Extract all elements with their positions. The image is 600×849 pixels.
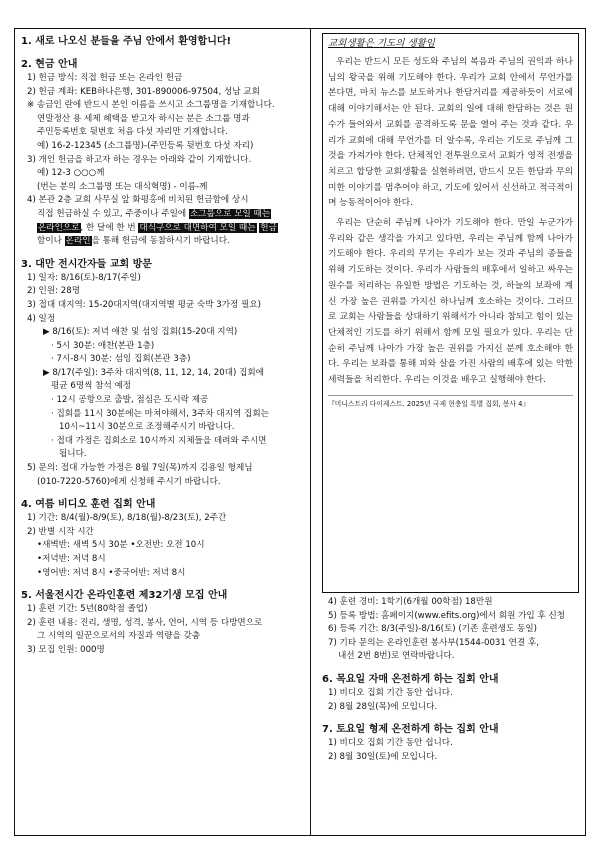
devotional-box [322, 33, 579, 593]
list-item: ▶ 8/16(토): 저녁 애찬 및 섬잉 집회(15-20대 지역) [43, 327, 238, 338]
list-item: 3) 접대 대지역: 15-20대지역(대지역별 평균 숙박 3가정 필요) [27, 299, 262, 310]
devotional-title: 교회생활은 기도의 생활임 [328, 38, 435, 49]
list-item: 됩니다. [59, 449, 87, 460]
list-item: 2) 8월 30일(토)에 모입니다. [328, 751, 438, 762]
section-taiwan-visit [21, 258, 304, 490]
list-item: · 5시 30분: 애찬(본관 1층) [51, 340, 155, 351]
section-title: 6. 목요일 자매 온전하게 하는 집회 안내 [322, 673, 499, 685]
section-online-training [21, 589, 304, 657]
devotional-paragraph: 우리는 단순히 주님께 나아가 기도해야 한다. 만일 누군가가 우리와 같은 생각을 가지고 있다면, 우리는 주님께 함께 나아가 기도해야 한다. 우리의 무기는 우리가 보는 것과 주님의 종들을 위해 기도하는 것이다. 우리가 사람들의 배후에서 일하고 싸우는 원수를 처리하는 유일한 방법은 기도하는 것, 하늘의 보좌에 계신 가장 높은 권위를 가지신 하나님께 호소하는 것이다. 그러므로 교회는 사람들을 상대하기 위해서가 아니라 참되고 힘이 있는 단체적인 기도를 하기 위해서 함께 모일 필요가 있다. 우리는 단순히 주님께 나아가 가장 높은 권위를 가지신 분께 호소해야 한다. 우리는 보좌를 통해 피와 살을 가진 사람의 배후에 있는 악한 세력들을 처리한다. 우리는 이것을 배우고 실행해야 한다. [328, 218, 573, 386]
list-item: 2) 헌금 계좌: KEB하나은행, 301-890006-97504, 성남 교회 [27, 86, 260, 97]
list-item: •영어반: 저녁 8시 •중국어반: 저녁 8시 [37, 567, 186, 578]
highlight-text: 온라인 [65, 236, 91, 247]
list-item: 2) 반별 시작 시간 [27, 526, 94, 537]
list-item: 2) 인원: 28명 [27, 286, 81, 297]
section-title: 2. 현금 안내 [21, 59, 78, 70]
list-item: · 7시-8시 30분: 섬잉 집회(본관 3층) [51, 354, 191, 365]
list-item: · 12시 공항으로 출발, 점심은 도시락 제공 [51, 395, 209, 406]
highlight-text: 대식구으로 대면하여 모일 때는 [139, 222, 256, 233]
list-item: 내선 2번 8번)로 연락바랍니다. [338, 651, 455, 662]
list-item: 1) 비디오 집회 기간 동안 쉽니다. [328, 687, 453, 698]
list-item: 1) 헌금 방식: 직접 헌금 또는 온라인 헌금 [27, 73, 183, 83]
list-item: 3) 모집 인원: 000명 [27, 644, 105, 655]
highlight-text: 헌금 [260, 222, 277, 233]
list-item: 1) 일자: 8/16(토)-8/17(주일) [27, 272, 141, 283]
offering-emphasis-line-1: 직접 헌금하실 수 있고, 주중이나 주일에 소그룹으로 모일 때는 [37, 208, 271, 219]
list-item: 그 시역의 일꾼으로서의 자질과 역량을 갖춤 [37, 631, 201, 642]
section-title: 4. 여름 비디오 훈련 집회 안내 [21, 499, 156, 511]
offering-emphasis-line-2: 온라인으로, 한 달에 한 번 대식구으로 대면하여 모일 때는 헌금 [38, 222, 277, 233]
list-item: · 접대 가정은 집회소로 10시까지 지체들을 데려와 주시면 [51, 435, 267, 446]
list-item: 연말정산 용 세제 혜택을 받고자 하시는 분은 소그룹 명과 [37, 113, 250, 124]
bulletin-page [14, 28, 586, 836]
section-offering [21, 58, 304, 249]
list-item: •저녁반: 저녁 8시 [37, 554, 106, 564]
left-column [15, 29, 311, 835]
list-item: 2) 8월 28일(목)에 모입니다. [328, 701, 438, 712]
list-item: 5) 문의: 접대 가능한 가정은 8월 7일(목)까지 김용일 형제님 [27, 463, 253, 474]
list-item: ▶ 8/17(주일): 3주차 대지역(8, 11, 12, 14, 20대) 집회에 [43, 367, 264, 378]
list-item: ※ 송금인 란에 반드시 본인 이름을 쓰시고 소그룹명을 기재합니다. [27, 100, 275, 111]
list-item: 4) 훈련 경비: 1학기(6개월 00학점) 18만원 [328, 597, 493, 607]
list-item: 예) 12-3 ○○○께 [37, 168, 105, 179]
section-title: 1. 새로 나오신 분들을 주님 안에서 환영합니다! [21, 36, 232, 47]
online-training-continued [322, 596, 579, 664]
list-item: 1) 기간: 8/4(월)-8/9(토), 8/18(월)-8/23(토), 2주간 [27, 513, 227, 524]
section-title: 3. 대만 전시간자들 교회 방문 [21, 258, 152, 270]
offering-emphasis-line-3: 함이나 온라인을 통해 헌금에 동참하시기 바랍니다. [37, 236, 230, 247]
list-item: 1) 훈련 기간: 5년(80학점 졸업) [27, 604, 148, 615]
list-item: 5) 등록 방법: 홈페이지(www.efits.org)에서 회원 가입 후 신청 [328, 610, 566, 621]
list-item: 3) 개인 헌금을 하고자 하는 경우는 아래와 같이 기재합니다. [27, 154, 252, 165]
list-item: 6) 등록 기간: 8/3(주일)-8/16(토) (기존 훈련생도 동일) [328, 624, 537, 635]
section-welcome [21, 35, 304, 49]
list-item: 2) 훈련 내용: 진리, 생명, 성격, 봉사, 언어, 시역 등 다방면으로 [27, 617, 263, 628]
list-item: · 집회를 11시 30분에는 마쳐야해서, 3주차 대지역 집회는 [51, 408, 269, 419]
list-item: 주민등록번호 뒷번호 처음 다섯 자리만 기재합니다. [37, 127, 228, 138]
list-item: (010-7220-5760)에게 신청해 주시기 바랍니다. [37, 476, 221, 487]
devotional-source: 『미니스트리 다이제스트. 2025년 국제 현충일 특별 집회, 봉사 4』 [328, 395, 573, 410]
highlight-text: 온라인으로 [38, 222, 80, 233]
devotional-paragraph: 우리는 반드시 모든 성도와 주님의 복음과 주님의 권익과 하나님의 왕국을 위해 기도해야 한다. 우리가 교회 안에서 무언가를 본다면, 마치 뉴스를 보도하거나 한담거리를 제공하듯이 서로에 대해 이야기해서는 안 된다. 교회의 일에 대해 한담하는 것은 원수가 들어와서 교회를 공격하도록 문을 열어 주는 것과 같다. 우리가 교회에 대해 무언가를 더 알수록, 우리는 기도로 주님께 그것을 가져가야 한다. 단체적인 전투원으로서 교회가 영적 전쟁을 치르고 합당한 교회생활을 실현하려면, 반드시 모든 한담과 무의미한 이야기를 멈추어야 하고, 기도에 있어서 신선하고 적극적이며 능동적이어야 한다. [328, 57, 573, 209]
list-item: 10시~11시 30분으로 조정해주시기 바랍니다. [59, 422, 235, 433]
section-summer-training [21, 498, 304, 580]
section-sisters-meeting [322, 673, 579, 714]
list-item: 4) 본관 2층 교회 사무실 앞 화평홍에 비치된 헌금함에 상시 [27, 195, 249, 206]
section-brothers-meeting [322, 723, 579, 764]
right-column [316, 29, 585, 835]
list-item: 예) 16-2-12345 (소그룹명)-(주민등록 뒷번호 다섯 자리) [37, 140, 254, 151]
section-title: 5. 서울전시간 온라인훈련 제32기생 모집 안내 [21, 590, 228, 602]
list-item: 4) 일정 [27, 313, 56, 324]
list-item: 1) 비디오 집회 기간 동안 쉽니다. [328, 738, 453, 749]
list-item: 7) 기타 문의는 온라인훈련 봉사부(1544-0031 연결 후, [328, 637, 539, 648]
section-title: 7. 토요일 형제 온전하게 하는 집회 안내 [322, 724, 499, 736]
highlight-text: 소그룹으로 모일 때는 [189, 208, 271, 219]
list-item: 평균 6명씩 참석 예정 [51, 381, 132, 392]
list-item: (번는 분의 소그룹명 또는 대식혁명) - 이름-께 [37, 181, 208, 192]
list-item: •새벽반: 새벽 5시 30분 •오전반: 오전 10시 [37, 540, 205, 551]
